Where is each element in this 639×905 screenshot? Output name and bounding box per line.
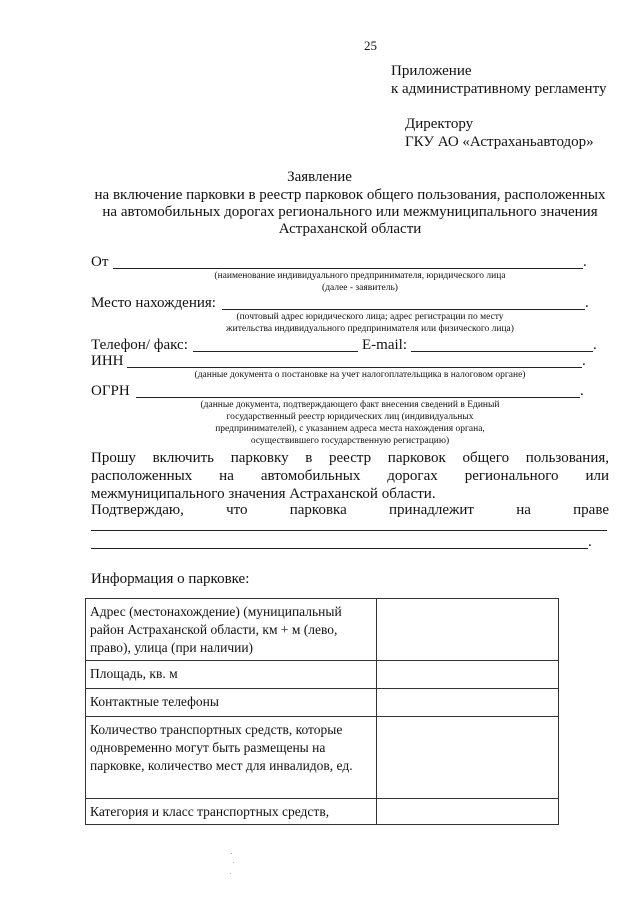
request-line-2: расположенных на автомобильных дорогах регионального или (91, 468, 609, 484)
from-period: . (583, 254, 587, 270)
inn-period: . (582, 353, 586, 369)
ogrn-hint-1: (данные документа, подтверждающего факт внесения сведений в Единый (200, 400, 500, 410)
phone-field-line[interactable] (193, 351, 358, 352)
location-hint-2: жительства индивидуального предпринимателя или физического лица) (226, 324, 514, 334)
table-row (86, 661, 559, 689)
ownership-field-line-1[interactable] (91, 530, 607, 531)
table-row-label: Количество транспортных средств, которые одновременно могут быть размещены на парковке, количество мест для инвалидов, ед. (86, 717, 377, 799)
table-row-label: Категория и класс транспортных средств, (86, 799, 377, 825)
location-field-line[interactable] (222, 309, 585, 310)
ogrn-hint-4: осуществившего государственную регистрацию) (250, 436, 450, 446)
request-line-3: межмуниципального значения Астраханской области. (91, 486, 436, 502)
document-title: Заявление (287, 169, 352, 185)
table-row-value[interactable] (377, 799, 559, 825)
ownership-period: . (588, 534, 592, 550)
from-hint-1: (наименование индивидуального предпринимателя, юридического лица (214, 271, 506, 281)
scan-speck (231, 853, 232, 854)
ogrn-field-line[interactable] (136, 397, 580, 398)
ogrn-period: . (580, 383, 584, 399)
email-period: . (593, 337, 597, 353)
appendix-line-2: к административному регламенту (391, 81, 607, 97)
inn-hint: (данные документа о постановке на учет налогоплательщика в налоговом органе) (194, 370, 526, 380)
page-number: 25 (364, 38, 377, 53)
table-row (86, 717, 559, 799)
title-line-2: на включение парковки в реестр парковок общего пользования, расположенных (94, 187, 606, 203)
scan-speck (230, 873, 231, 874)
table-row-value[interactable] (377, 599, 559, 661)
confirm-line: Подтверждаю, что парковка принадлежит на праве (91, 502, 609, 518)
location-label: Место нахождения: (91, 295, 216, 311)
table-row-value[interactable] (377, 717, 559, 799)
email-label: E-mail: (362, 337, 407, 353)
email-field-line[interactable] (411, 351, 593, 352)
from-field-line[interactable] (113, 268, 583, 269)
title-line-3: на автомобильных дорогах регионального или межмуниципального значения (102, 204, 598, 220)
inn-label: ИНН (91, 353, 124, 369)
table-row (86, 599, 559, 661)
from-hint-2: (далее - заявитель) (322, 283, 398, 293)
phone-label: Телефон/ факс: (91, 337, 188, 353)
ogrn-hint-3: предпринимателей), с указанием адреса места нахождения органа, (215, 424, 485, 434)
table-row-label: Площадь, кв. м (86, 661, 377, 689)
table-row (86, 799, 559, 825)
addressee-line-1: Директору (405, 116, 474, 132)
appendix-line-1: Приложение (391, 63, 472, 79)
ownership-field-line-2[interactable] (91, 548, 588, 549)
from-label: От (91, 254, 109, 270)
scan-speck (233, 862, 234, 863)
inn-field-line[interactable] (127, 367, 582, 368)
addressee-line-2: ГКУ АО «Астраханьавтодор» (405, 134, 594, 150)
table-row-value[interactable] (377, 661, 559, 689)
table-row-label: Контактные телефоны (86, 689, 377, 717)
ogrn-label: ОГРН (91, 383, 130, 399)
request-line-1: Прошу включить парковку в реестр парковок общего пользования, (91, 450, 609, 466)
parking-info-table (85, 598, 559, 825)
location-period: . (585, 295, 589, 311)
table-row (86, 689, 559, 717)
table-row-label: Адрес (местонахождение) (муниципальный район Астраханской области, км + м (лево, право), улица (при наличии) (86, 599, 377, 661)
title-line-4: Астраханской области (278, 221, 422, 237)
location-hint-1: (почтовый адрес юридического лица; адрес регистрации по месту (236, 312, 504, 322)
ogrn-hint-2: государственный реестр юридических лиц (индивидуальных (226, 412, 474, 422)
info-heading: Информация о парковке: (91, 571, 250, 587)
table-row-value[interactable] (377, 689, 559, 717)
